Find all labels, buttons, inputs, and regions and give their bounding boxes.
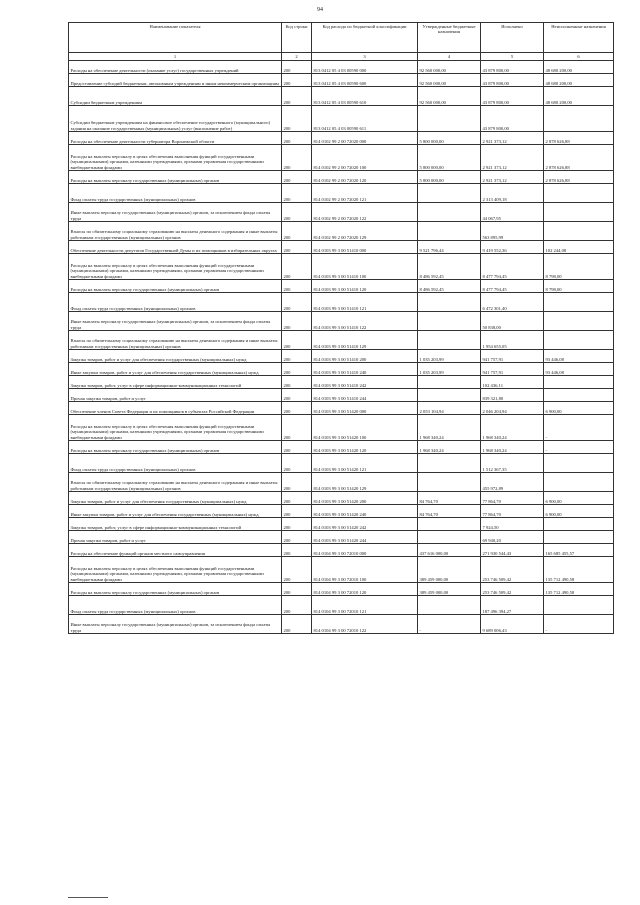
remaining-amount bbox=[544, 203, 614, 222]
remaining-amount bbox=[544, 454, 614, 473]
approved-amount bbox=[418, 376, 481, 389]
indicator-name: Обеспечение деятельности депутатов Государственной Думы и их помощников в избирательных округах bbox=[69, 241, 282, 254]
classification-code: 814 0102 99 2 00 72020 122 bbox=[312, 203, 418, 222]
executed-amount: 43 879 800,00 bbox=[481, 106, 544, 132]
executed-amount: 7 924,50 bbox=[481, 518, 544, 531]
indicator-name: Обеспечение членов Совета Федерации и их помощников в субъектах Российской Федерации bbox=[69, 402, 282, 415]
line-code: 200 bbox=[282, 557, 312, 583]
footnote-rule bbox=[68, 897, 108, 898]
approved-amount: 389 459 000,00 bbox=[418, 557, 481, 583]
line-code: 200 bbox=[282, 596, 312, 615]
classification-code: 813 0412 05 4 03 00590 600 bbox=[312, 74, 418, 87]
classification-code: 814 0102 99 2 00 72020 120 bbox=[312, 171, 418, 184]
executed-amount: 9 419 552,36 bbox=[481, 241, 544, 254]
remaining-amount: 135 712 490,58 bbox=[544, 557, 614, 583]
indicator-name: Иные выплаты персоналу государственных (муниципальных) органов, за исключением фонда оплаты труда bbox=[69, 312, 282, 331]
classification-code: 814 0103 99 3 00 51410 120 bbox=[312, 280, 418, 293]
approved-amount: 8 486 592,45 bbox=[418, 280, 481, 293]
line-code: 200 bbox=[282, 74, 312, 87]
classification-code: 814 0103 99 3 00 51410 242 bbox=[312, 376, 418, 389]
line-code: 200 bbox=[282, 145, 312, 171]
approved-amount: - bbox=[418, 615, 481, 634]
line-code: 200 bbox=[282, 531, 312, 544]
executed-amount: 8 477 794,45 bbox=[481, 280, 544, 293]
line-code: 200 bbox=[282, 583, 312, 596]
line-code: 200 bbox=[282, 312, 312, 331]
approved-amount: 5 800 000,00 bbox=[418, 145, 481, 171]
line-code: 200 bbox=[282, 363, 312, 376]
indicator-name: Закупка товаров, работ, услуг в сфере информационно-коммуникационных технологий bbox=[69, 376, 282, 389]
approved-amount bbox=[418, 203, 481, 222]
approved-amount: 84 764,70 bbox=[418, 492, 481, 505]
table-row bbox=[69, 389, 614, 402]
indicator-name: Субсидии бюджетным учреждениям bbox=[69, 87, 282, 106]
table-body bbox=[69, 61, 614, 634]
remaining-amount bbox=[544, 184, 614, 203]
approved-amount: 8 486 592,45 bbox=[418, 254, 481, 280]
table-row bbox=[69, 145, 614, 171]
executed-amount: 43 879 800,00 bbox=[481, 61, 544, 74]
indicator-name: Расходы на выплаты персоналу в целях обеспечения выполнения функций государственными (муниципальными) органами, казенными учреждениями, органами управления государственными внебюджетными фондами bbox=[69, 415, 282, 441]
remaining-amount: 2 878 626,88 bbox=[544, 171, 614, 184]
remaining-amount bbox=[544, 389, 614, 402]
line-code: 200 bbox=[282, 415, 312, 441]
line-code: 200 bbox=[282, 389, 312, 402]
indicator-name: Расходы на выплаты персоналу в целях обеспечения выполнения функций государственными (муниципальными) органами, казенными учреждениями, органами управления государственными внебюджетными фондами bbox=[69, 254, 282, 280]
executed-amount: 253 746 509,42 bbox=[481, 583, 544, 596]
remaining-amount: - bbox=[544, 415, 614, 441]
executed-amount: 2 046 204,94 bbox=[481, 402, 544, 415]
executed-amount: 8 477 794,45 bbox=[481, 254, 544, 280]
indicator-name: Расходы на обеспечение деятельности губернатора Воронежской области bbox=[69, 132, 282, 145]
executed-amount: 839 321,80 bbox=[481, 389, 544, 402]
approved-amount: 5 800 000,00 bbox=[418, 132, 481, 145]
table-row bbox=[69, 184, 614, 203]
header-classification-code: Код расхода по бюджетной классификации bbox=[312, 23, 418, 53]
classification-code: 814 0103 99 3 00 51420 129 bbox=[312, 473, 418, 492]
line-code: 200 bbox=[282, 184, 312, 203]
table-row bbox=[69, 415, 614, 441]
indicator-name: Иные закупки товаров, работ и услуг для обеспечения государственных (муниципальных) нужд bbox=[69, 363, 282, 376]
table-row bbox=[69, 350, 614, 363]
executed-amount: 941 757,91 bbox=[481, 350, 544, 363]
classification-code: 814 0103 99 3 00 51420 240 bbox=[312, 505, 418, 518]
executed-amount: 1 954 655,05 bbox=[481, 331, 544, 350]
table-row bbox=[69, 254, 614, 280]
approved-amount: 5 800 000,00 bbox=[418, 171, 481, 184]
approved-amount bbox=[418, 106, 481, 132]
indicator-name: Иные выплаты персоналу государственных (муниципальных) органов, за исключением фонда оплаты труда bbox=[69, 615, 282, 634]
classification-code: 814 0103 99 3 00 51410 200 bbox=[312, 350, 418, 363]
table-row bbox=[69, 280, 614, 293]
table-row bbox=[69, 583, 614, 596]
approved-amount: 1 035 203,99 bbox=[418, 350, 481, 363]
header-remaining: Неисполненные назначения bbox=[544, 23, 614, 53]
column-number: 3 bbox=[312, 53, 418, 61]
classification-code: 814 0103 99 3 00 51420 120 bbox=[312, 441, 418, 454]
approved-amount bbox=[418, 518, 481, 531]
classification-code: 814 0104 99 3 00 72010 122 bbox=[312, 615, 418, 634]
classification-code: 814 0103 99 3 00 51420 242 bbox=[312, 518, 418, 531]
indicator-name: Взносы по обязательному социальному страхованию на выплаты денежного содержания и иные выплаты работникам государственных (муниципальных) органов bbox=[69, 222, 282, 241]
table-row bbox=[69, 615, 614, 634]
classification-code: 814 0103 99 3 00 51420 000 bbox=[312, 402, 418, 415]
line-code: 200 bbox=[282, 293, 312, 312]
table-row bbox=[69, 61, 614, 74]
header-approved: Утвержденные бюджетные назначения bbox=[418, 23, 481, 53]
approved-amount: 92 560 000,00 bbox=[418, 74, 481, 87]
indicator-name: Закупка товаров, работ, услуг в сфере информационно-коммуникационных технологий bbox=[69, 518, 282, 531]
executed-amount: 1 968 340,24 bbox=[481, 441, 544, 454]
approved-amount: 92 560 000,00 bbox=[418, 61, 481, 74]
remaining-amount: 6 900,00 bbox=[544, 492, 614, 505]
line-code: 200 bbox=[282, 441, 312, 454]
remaining-amount: 2 878 626,88 bbox=[544, 132, 614, 145]
line-code: 200 bbox=[282, 222, 312, 241]
line-code: 200 bbox=[282, 615, 312, 634]
classification-code: 813 0412 05 4 03 00590 611 bbox=[312, 106, 418, 132]
indicator-name: Закупка товаров, работ и услуг для обеспечения государственных (муниципальных) нужд bbox=[69, 350, 282, 363]
approved-amount: 84 764,70 bbox=[418, 505, 481, 518]
executed-amount: 1 512 367,35 bbox=[481, 454, 544, 473]
approved-amount bbox=[418, 596, 481, 615]
table-row bbox=[69, 203, 614, 222]
remaining-amount bbox=[544, 596, 614, 615]
line-code: 200 bbox=[282, 87, 312, 106]
approved-amount: 92 560 000,00 bbox=[418, 87, 481, 106]
table-row bbox=[69, 544, 614, 557]
classification-code: 814 0103 99 3 00 51420 200 bbox=[312, 492, 418, 505]
remaining-amount bbox=[544, 531, 614, 544]
executed-amount: 6 472 301,40 bbox=[481, 293, 544, 312]
remaining-amount: - bbox=[544, 441, 614, 454]
table-row bbox=[69, 222, 614, 241]
indicator-name: Фонд оплаты труда государственных (муниципальных) органов bbox=[69, 454, 282, 473]
approved-amount bbox=[418, 184, 481, 203]
executed-amount: 44 067,95 bbox=[481, 203, 544, 222]
budget-execution-table bbox=[68, 22, 614, 634]
line-code: 200 bbox=[282, 203, 312, 222]
approved-amount bbox=[418, 312, 481, 331]
indicator-name: Расходы на выплаты персоналу государственных (муниципальных) органов bbox=[69, 583, 282, 596]
executed-amount: 2 313 409,18 bbox=[481, 184, 544, 203]
remaining-amount: 6 900,00 bbox=[544, 402, 614, 415]
remaining-amount bbox=[544, 312, 614, 331]
approved-amount: 2 053 104,94 bbox=[418, 402, 481, 415]
line-code: 200 bbox=[282, 171, 312, 184]
column-number-row bbox=[69, 53, 614, 61]
line-code: 200 bbox=[282, 241, 312, 254]
approved-amount: 9 521 796,44 bbox=[418, 241, 481, 254]
executed-amount: 77 864,70 bbox=[481, 492, 544, 505]
indicator-name: Расходы на выплаты персоналу в целях обеспечения выполнения функций государственными (муниципальными) органами, казенными учреждениями, органами управления государственными внебюджетными фондами bbox=[69, 557, 282, 583]
indicator-name: Расходы на выплаты персоналу государственных (муниципальных) органов bbox=[69, 280, 282, 293]
remaining-amount bbox=[544, 106, 614, 132]
table-row bbox=[69, 376, 614, 389]
classification-code: 814 0104 99 3 00 72010 100 bbox=[312, 557, 418, 583]
executed-amount: 271 930 544,43 bbox=[481, 544, 544, 557]
executed-amount: 43 879 800,00 bbox=[481, 74, 544, 87]
indicator-name: Взносы по обязательному социальному страхованию на выплаты денежного содержания и иные выплаты работникам государственных (муниципальных) органов bbox=[69, 473, 282, 492]
table-row bbox=[69, 492, 614, 505]
indicator-name: Иные выплаты персоналу государственных (муниципальных) органов, за исключением фонда оплаты труда bbox=[69, 203, 282, 222]
approved-amount: 389 459 000,00 bbox=[418, 583, 481, 596]
table-row bbox=[69, 171, 614, 184]
indicator-name: Прочая закупка товаров, работ и услуг bbox=[69, 389, 282, 402]
remaining-amount: 8 798,00 bbox=[544, 280, 614, 293]
classification-code: 814 0103 99 3 00 51410 000 bbox=[312, 241, 418, 254]
column-number: 5 bbox=[481, 53, 544, 61]
executed-amount: 455 972,89 bbox=[481, 473, 544, 492]
line-code: 200 bbox=[282, 331, 312, 350]
approved-amount: 1 035 203,99 bbox=[418, 363, 481, 376]
classification-code: 814 0104 99 3 00 72010 120 bbox=[312, 583, 418, 596]
approved-amount bbox=[418, 389, 481, 402]
remaining-amount bbox=[544, 473, 614, 492]
table-header-row bbox=[69, 23, 614, 53]
executed-amount: 9 689 006,43 bbox=[481, 615, 544, 634]
remaining-amount: 93 446,08 bbox=[544, 363, 614, 376]
line-code: 200 bbox=[282, 61, 312, 74]
remaining-amount: 48 680 200,00 bbox=[544, 87, 614, 106]
approved-amount bbox=[418, 473, 481, 492]
classification-code: 814 0103 99 3 00 51410 244 bbox=[312, 389, 418, 402]
approved-amount: 437 616 000,00 bbox=[418, 544, 481, 557]
indicator-name: Фонд оплаты труда государственных (муниципальных) органов bbox=[69, 293, 282, 312]
header-indicator-name: Наименование показателя bbox=[69, 23, 282, 53]
table-row bbox=[69, 531, 614, 544]
column-number: 6 bbox=[544, 53, 614, 61]
executed-amount: 2 921 373,12 bbox=[481, 132, 544, 145]
table-row bbox=[69, 132, 614, 145]
line-code: 200 bbox=[282, 505, 312, 518]
table-row bbox=[69, 518, 614, 531]
indicator-name: Фонд оплаты труда государственных (муниципальных) органов bbox=[69, 184, 282, 203]
indicator-name: Прочая закупка товаров, работ и услуг bbox=[69, 531, 282, 544]
classification-code: 813 0412 05 4 03 00590 000 bbox=[312, 61, 418, 74]
indicator-name: Субсидии бюджетным учреждениям на финансовое обеспечение государственного (муниципального) задания на оказание государственных (муниципальных) услуг (выполнение работ) bbox=[69, 106, 282, 132]
executed-amount: 187 496 394,27 bbox=[481, 596, 544, 615]
table-row bbox=[69, 454, 614, 473]
column-number: 1 bbox=[69, 53, 282, 61]
column-number: 4 bbox=[418, 53, 481, 61]
line-code: 200 bbox=[282, 254, 312, 280]
classification-code: 814 0103 99 3 00 51420 100 bbox=[312, 415, 418, 441]
remaining-amount: 2 878 626,88 bbox=[544, 145, 614, 171]
executed-amount: 2 921 373,12 bbox=[481, 171, 544, 184]
executed-amount: 253 746 509,42 bbox=[481, 557, 544, 583]
line-code: 200 bbox=[282, 402, 312, 415]
classification-code: 814 0102 99 2 00 72020 100 bbox=[312, 145, 418, 171]
table-row bbox=[69, 402, 614, 415]
executed-amount: 941 757,91 bbox=[481, 363, 544, 376]
classification-code: 814 0104 99 3 00 72010 121 bbox=[312, 596, 418, 615]
classification-code: 814 0103 99 3 00 51410 129 bbox=[312, 331, 418, 350]
table-row bbox=[69, 557, 614, 583]
line-code: 200 bbox=[282, 132, 312, 145]
executed-amount: 563 895,99 bbox=[481, 222, 544, 241]
indicator-name: Взносы по обязательному социальному страхованию на выплаты денежного содержания и иные выплаты работникам государственных (муниципальных) органов bbox=[69, 331, 282, 350]
classification-code: 814 0104 99 3 00 72010 000 bbox=[312, 544, 418, 557]
indicator-name: Расходы на выплаты персоналу в целях обеспечения выполнения функций государственными (муниципальными) органами, казенными учреждениями, органами управления государственными внебюджетными фондами bbox=[69, 145, 282, 171]
indicator-name: Иные закупки товаров, работ и услуг для обеспечения государственных (муниципальных) нужд bbox=[69, 505, 282, 518]
header-executed: Исполнено bbox=[481, 23, 544, 53]
line-code: 200 bbox=[282, 518, 312, 531]
executed-amount: 69 940,20 bbox=[481, 531, 544, 544]
table-row bbox=[69, 87, 614, 106]
table-row bbox=[69, 74, 614, 87]
approved-amount bbox=[418, 293, 481, 312]
executed-amount: 1 968 340,24 bbox=[481, 415, 544, 441]
remaining-amount: - bbox=[544, 615, 614, 634]
indicator-name: Расходы на обеспечение деятельности (оказание услуг) государственных учреждений bbox=[69, 61, 282, 74]
remaining-amount: 48 680 200,00 bbox=[544, 74, 614, 87]
approved-amount: 1 968 340,24 bbox=[418, 441, 481, 454]
remaining-amount bbox=[544, 331, 614, 350]
classification-code: 814 0103 99 3 00 51420 121 bbox=[312, 454, 418, 473]
executed-amount: 43 879 800,00 bbox=[481, 87, 544, 106]
classification-code: 814 0102 99 2 00 72020 000 bbox=[312, 132, 418, 145]
remaining-amount bbox=[544, 518, 614, 531]
indicator-name: Расходы на выплаты персоналу государственных (муниципальных) органов bbox=[69, 441, 282, 454]
line-code: 200 bbox=[282, 350, 312, 363]
remaining-amount: 93 446,08 bbox=[544, 350, 614, 363]
line-code: 200 bbox=[282, 473, 312, 492]
executed-amount: 102 436,11 bbox=[481, 376, 544, 389]
executed-amount: 50 838,00 bbox=[481, 312, 544, 331]
classification-code: 813 0412 05 4 03 00590 610 bbox=[312, 87, 418, 106]
indicator-name: Расходы на выплаты персоналу государственных (муниципальных) органов bbox=[69, 171, 282, 184]
page-number: 94 bbox=[317, 7, 323, 13]
indicator-name: Фонд оплаты труда государственных (муниципальных) органов bbox=[69, 596, 282, 615]
remaining-amount: 102 244,08 bbox=[544, 241, 614, 254]
line-code: 200 bbox=[282, 106, 312, 132]
executed-amount: 77 864,70 bbox=[481, 505, 544, 518]
remaining-amount: 165 685 455,57 bbox=[544, 544, 614, 557]
line-code: 200 bbox=[282, 544, 312, 557]
line-code: 200 bbox=[282, 454, 312, 473]
approved-amount bbox=[418, 531, 481, 544]
indicator-name: Предоставление субсидий бюджетным, автономным учреждениям и иным некоммерческим организациям bbox=[69, 74, 282, 87]
executed-amount: 2 921 373,12 bbox=[481, 145, 544, 171]
classification-code: 814 0103 99 3 00 51410 240 bbox=[312, 363, 418, 376]
remaining-amount: 6 900,00 bbox=[544, 505, 614, 518]
classification-code: 814 0102 99 2 00 72020 129 bbox=[312, 222, 418, 241]
column-number: 2 bbox=[282, 53, 312, 61]
classification-code: 814 0102 99 2 00 72020 121 bbox=[312, 184, 418, 203]
header-line-code: Код строки bbox=[282, 23, 312, 53]
remaining-amount: 8 798,00 bbox=[544, 254, 614, 280]
line-code: 200 bbox=[282, 280, 312, 293]
line-code: 200 bbox=[282, 376, 312, 389]
table-row bbox=[69, 363, 614, 376]
remaining-amount: 48 680 200,00 bbox=[544, 61, 614, 74]
indicator-name: Расходы на обеспечение функций органов местного самоуправления bbox=[69, 544, 282, 557]
table-row bbox=[69, 473, 614, 492]
table-row bbox=[69, 241, 614, 254]
indicator-name: Закупка товаров, работ и услуг для обеспечения государственных (муниципальных) нужд bbox=[69, 492, 282, 505]
classification-code: 814 0103 99 3 00 51410 100 bbox=[312, 254, 418, 280]
table-row bbox=[69, 596, 614, 615]
approved-amount bbox=[418, 222, 481, 241]
classification-code: 814 0103 99 3 00 51420 244 bbox=[312, 531, 418, 544]
table-row bbox=[69, 293, 614, 312]
remaining-amount: 135 712 490,58 bbox=[544, 583, 614, 596]
remaining-amount bbox=[544, 222, 614, 241]
table-row bbox=[69, 441, 614, 454]
approved-amount bbox=[418, 454, 481, 473]
table-row bbox=[69, 106, 614, 132]
approved-amount bbox=[418, 331, 481, 350]
remaining-amount bbox=[544, 293, 614, 312]
classification-code: 814 0103 99 3 00 51410 122 bbox=[312, 312, 418, 331]
remaining-amount bbox=[544, 376, 614, 389]
approved-amount: 1 968 340,24 bbox=[418, 415, 481, 441]
table-row bbox=[69, 331, 614, 350]
table-row bbox=[69, 505, 614, 518]
line-code: 200 bbox=[282, 492, 312, 505]
table-row bbox=[69, 312, 614, 331]
classification-code: 814 0103 99 3 00 51410 121 bbox=[312, 293, 418, 312]
